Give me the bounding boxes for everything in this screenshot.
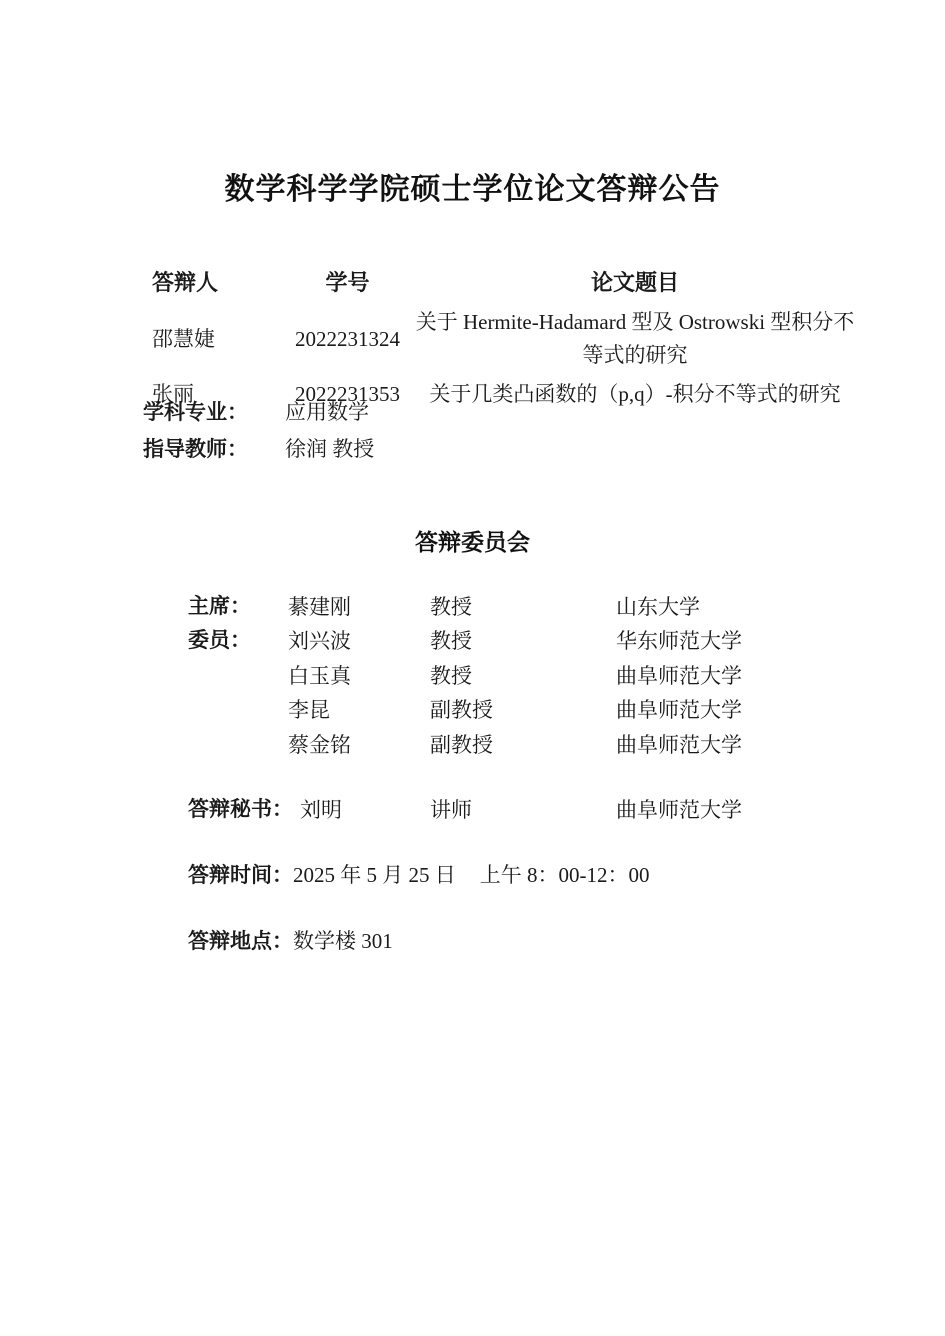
thesis-title-value: 关于 Hermite-Hadamard 型及 Ostrowski 型积分不等式的研究 <box>415 310 855 367</box>
committee-member-title: 教授 <box>430 663 472 688</box>
committee-member-title: 教授 <box>430 595 472 619</box>
major-value: 应用数学 <box>285 400 369 424</box>
defense-time-line <box>188 862 650 889</box>
student-id-value: 2022231353 <box>295 382 400 406</box>
defense-table <box>140 266 860 411</box>
committee-role <box>188 728 288 762</box>
advisor-label: 指导教师： <box>143 438 248 461</box>
committee-member-name: 刘兴波 <box>288 629 351 654</box>
committee-role <box>188 659 288 693</box>
table-header-thesis-title: 论文题目 <box>590 270 679 295</box>
secretary-label: 答辩秘书： <box>188 798 293 821</box>
committee-member-affiliation: 华东师范大学 <box>616 629 742 654</box>
committee-member-name: 蔡金铭 <box>288 732 351 757</box>
committee-member-name: 李昆 <box>288 698 330 723</box>
table-header-student-id: 学号 <box>325 270 370 295</box>
committee-member-name: 綦建刚 <box>288 595 351 619</box>
major-line <box>143 400 843 425</box>
committee-list <box>188 590 828 762</box>
defense-time-label: 答辩时间： <box>188 864 293 887</box>
committee-role: 主席： <box>188 595 251 618</box>
defense-date: 2025 年 5 月 25 日 <box>293 863 456 887</box>
page-title: 数学科学学院硕士学位论文答辩公告 <box>224 173 721 206</box>
committee-member-title: 副教授 <box>430 732 493 757</box>
advisor-line <box>143 437 843 462</box>
defense-location-label: 答辩地点： <box>188 930 293 953</box>
student-id-value: 2022231324 <box>295 327 400 351</box>
defense-period: 上午 8：00-12：00 <box>479 863 650 887</box>
committee-member-affiliation: 曲阜师范大学 <box>616 698 742 723</box>
committee-member-affiliation: 曲阜师范大学 <box>616 663 742 688</box>
advisor-value: 徐润 教授 <box>285 437 375 461</box>
committee-member-title: 副教授 <box>430 698 493 723</box>
secretary-line <box>188 797 828 823</box>
table-row: 张丽 <box>152 382 194 406</box>
committee-heading: 答辩委员会 <box>415 529 530 555</box>
secretary-affiliation: 曲阜师范大学 <box>616 798 742 822</box>
committee-member-title: 教授 <box>430 629 472 654</box>
committee-member-affiliation: 山东大学 <box>616 595 700 619</box>
table-row: 邵慧婕 <box>152 327 215 351</box>
secretary-title: 讲师 <box>430 798 472 822</box>
committee-role <box>188 693 288 727</box>
thesis-title-value: 关于几类凸函数的（p,q）-积分不等式的研究 <box>429 382 841 406</box>
defense-location-value: 数学楼 301 <box>293 929 393 953</box>
table-header-defender: 答辩人 <box>152 270 219 295</box>
committee-member-name: 白玉真 <box>288 663 351 688</box>
secretary-name: 刘明 <box>300 798 342 822</box>
major-label: 学科专业： <box>143 401 248 424</box>
committee-role: 委员： <box>188 629 251 653</box>
defense-location-line <box>188 928 393 955</box>
committee-member-affiliation: 曲阜师范大学 <box>616 732 742 757</box>
